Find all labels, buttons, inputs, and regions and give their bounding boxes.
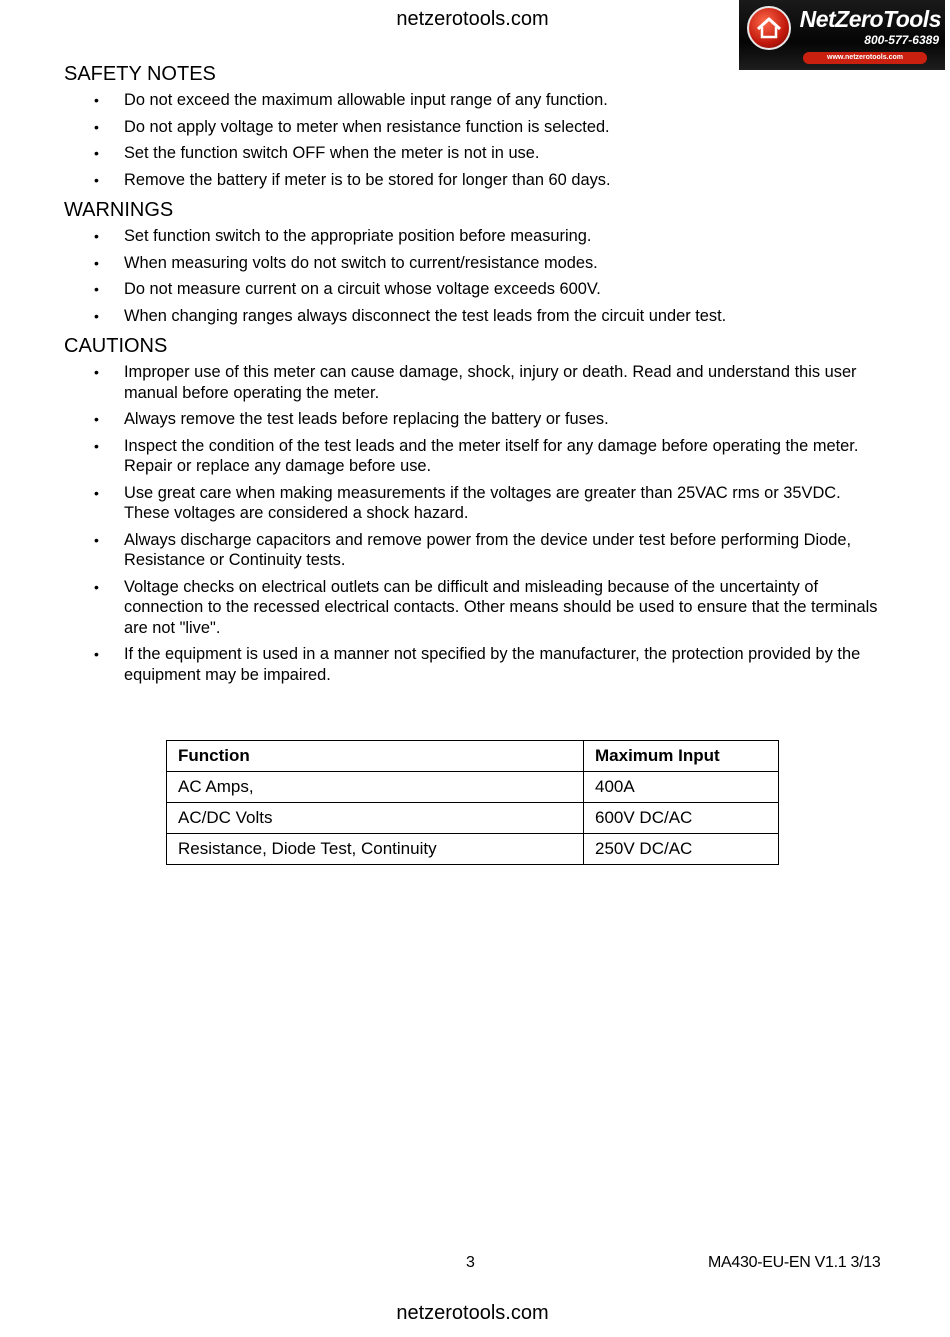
safety-notes-list <box>64 90 884 190</box>
table-row <box>167 803 779 834</box>
list-item: • Inspect the condition of the test leads and the meter itself for any damage before operating the meter. Repair or replace any damage before use. <box>64 436 884 477</box>
netzerotools-logo[interactable] <box>739 0 945 70</box>
table-cell-function: Resistance, Diode Test, Continuity <box>167 834 584 865</box>
table-row <box>167 772 779 803</box>
logo-brand-part2: Tools <box>883 6 941 32</box>
main-content <box>64 62 884 693</box>
table-row <box>167 834 779 865</box>
list-item: • When measuring volts do not switch to current/resistance modes. <box>64 253 884 274</box>
list-item: • Always discharge capacitors and remove power from the device under test before performing Diode, Resistance or Continuity tests. <box>64 530 884 571</box>
page-number: 3 <box>466 1254 475 1271</box>
table-cell-function: AC Amps, <box>167 772 584 803</box>
warnings-list <box>64 226 884 326</box>
logo-url: www.netzerotools.com <box>803 52 927 64</box>
logo-phone: 800-577-6389 <box>864 33 939 47</box>
list-item: • Improper use of this meter can cause damage, shock, injury or death. Read and understand this user manual before operating the meter. <box>64 362 884 403</box>
section-title-cautions: CAUTIONS <box>64 335 168 357</box>
site-footer: netzerotools.com <box>396 1302 549 1324</box>
table-cell-max-input: 600V DC/AC <box>584 803 779 834</box>
cautions-list <box>64 362 884 685</box>
list-item: • When changing ranges always disconnect the test leads from the circuit under test. <box>64 306 884 327</box>
logo-brand-part1: NetZero <box>799 6 884 32</box>
list-item: • Voltage checks on electrical outlets can be difficult and misleading because of the uncertainty of connection to the recessed electrical contacts. Other means should be used to ensure that the terminals are not "live". <box>64 577 884 639</box>
table-header-maximum-input: Maximum Input <box>584 741 779 772</box>
table-header-row <box>167 741 779 772</box>
list-item: • Do not exceed the maximum allowable input range of any function. <box>64 90 884 111</box>
section-title-safety-notes: SAFETY NOTES <box>64 63 216 85</box>
section-title-warnings: WARNINGS <box>64 199 174 221</box>
table-cell-function: AC/DC Volts <box>167 803 584 834</box>
list-item: • Set the function switch OFF when the meter is not in use. <box>64 143 884 164</box>
site-header: netzerotools.com <box>396 8 549 30</box>
table-cell-max-input: 400A <box>584 772 779 803</box>
logo-brand <box>789 6 941 32</box>
list-item: • Do not measure current on a circuit whose voltage exceeds 600V. <box>64 279 884 300</box>
list-item: • Set function switch to the appropriate position before measuring. <box>64 226 884 247</box>
list-item: • Use great care when making measurements if the voltages are greater than 25VAC rms or 35VDC. These voltages are considered a shock hazard. <box>64 483 884 524</box>
list-item: • Always remove the test leads before replacing the battery or fuses. <box>64 409 884 430</box>
table-header-function: Function <box>167 741 584 772</box>
list-item: • If the equipment is used in a manner not specified by the manufacturer, the protection provided by the equipment may be impaired. <box>64 644 884 685</box>
list-item: • Do not apply voltage to meter when resistance function is selected. <box>64 117 884 138</box>
document-id: MA430-EU-EN V1.1 3/13 <box>708 1254 881 1271</box>
house-emblem-icon <box>747 6 791 50</box>
list-item: • Remove the battery if meter is to be stored for longer than 60 days. <box>64 170 884 191</box>
table-cell-max-input: 250V DC/AC <box>584 834 779 865</box>
maximum-input-table <box>166 740 779 865</box>
